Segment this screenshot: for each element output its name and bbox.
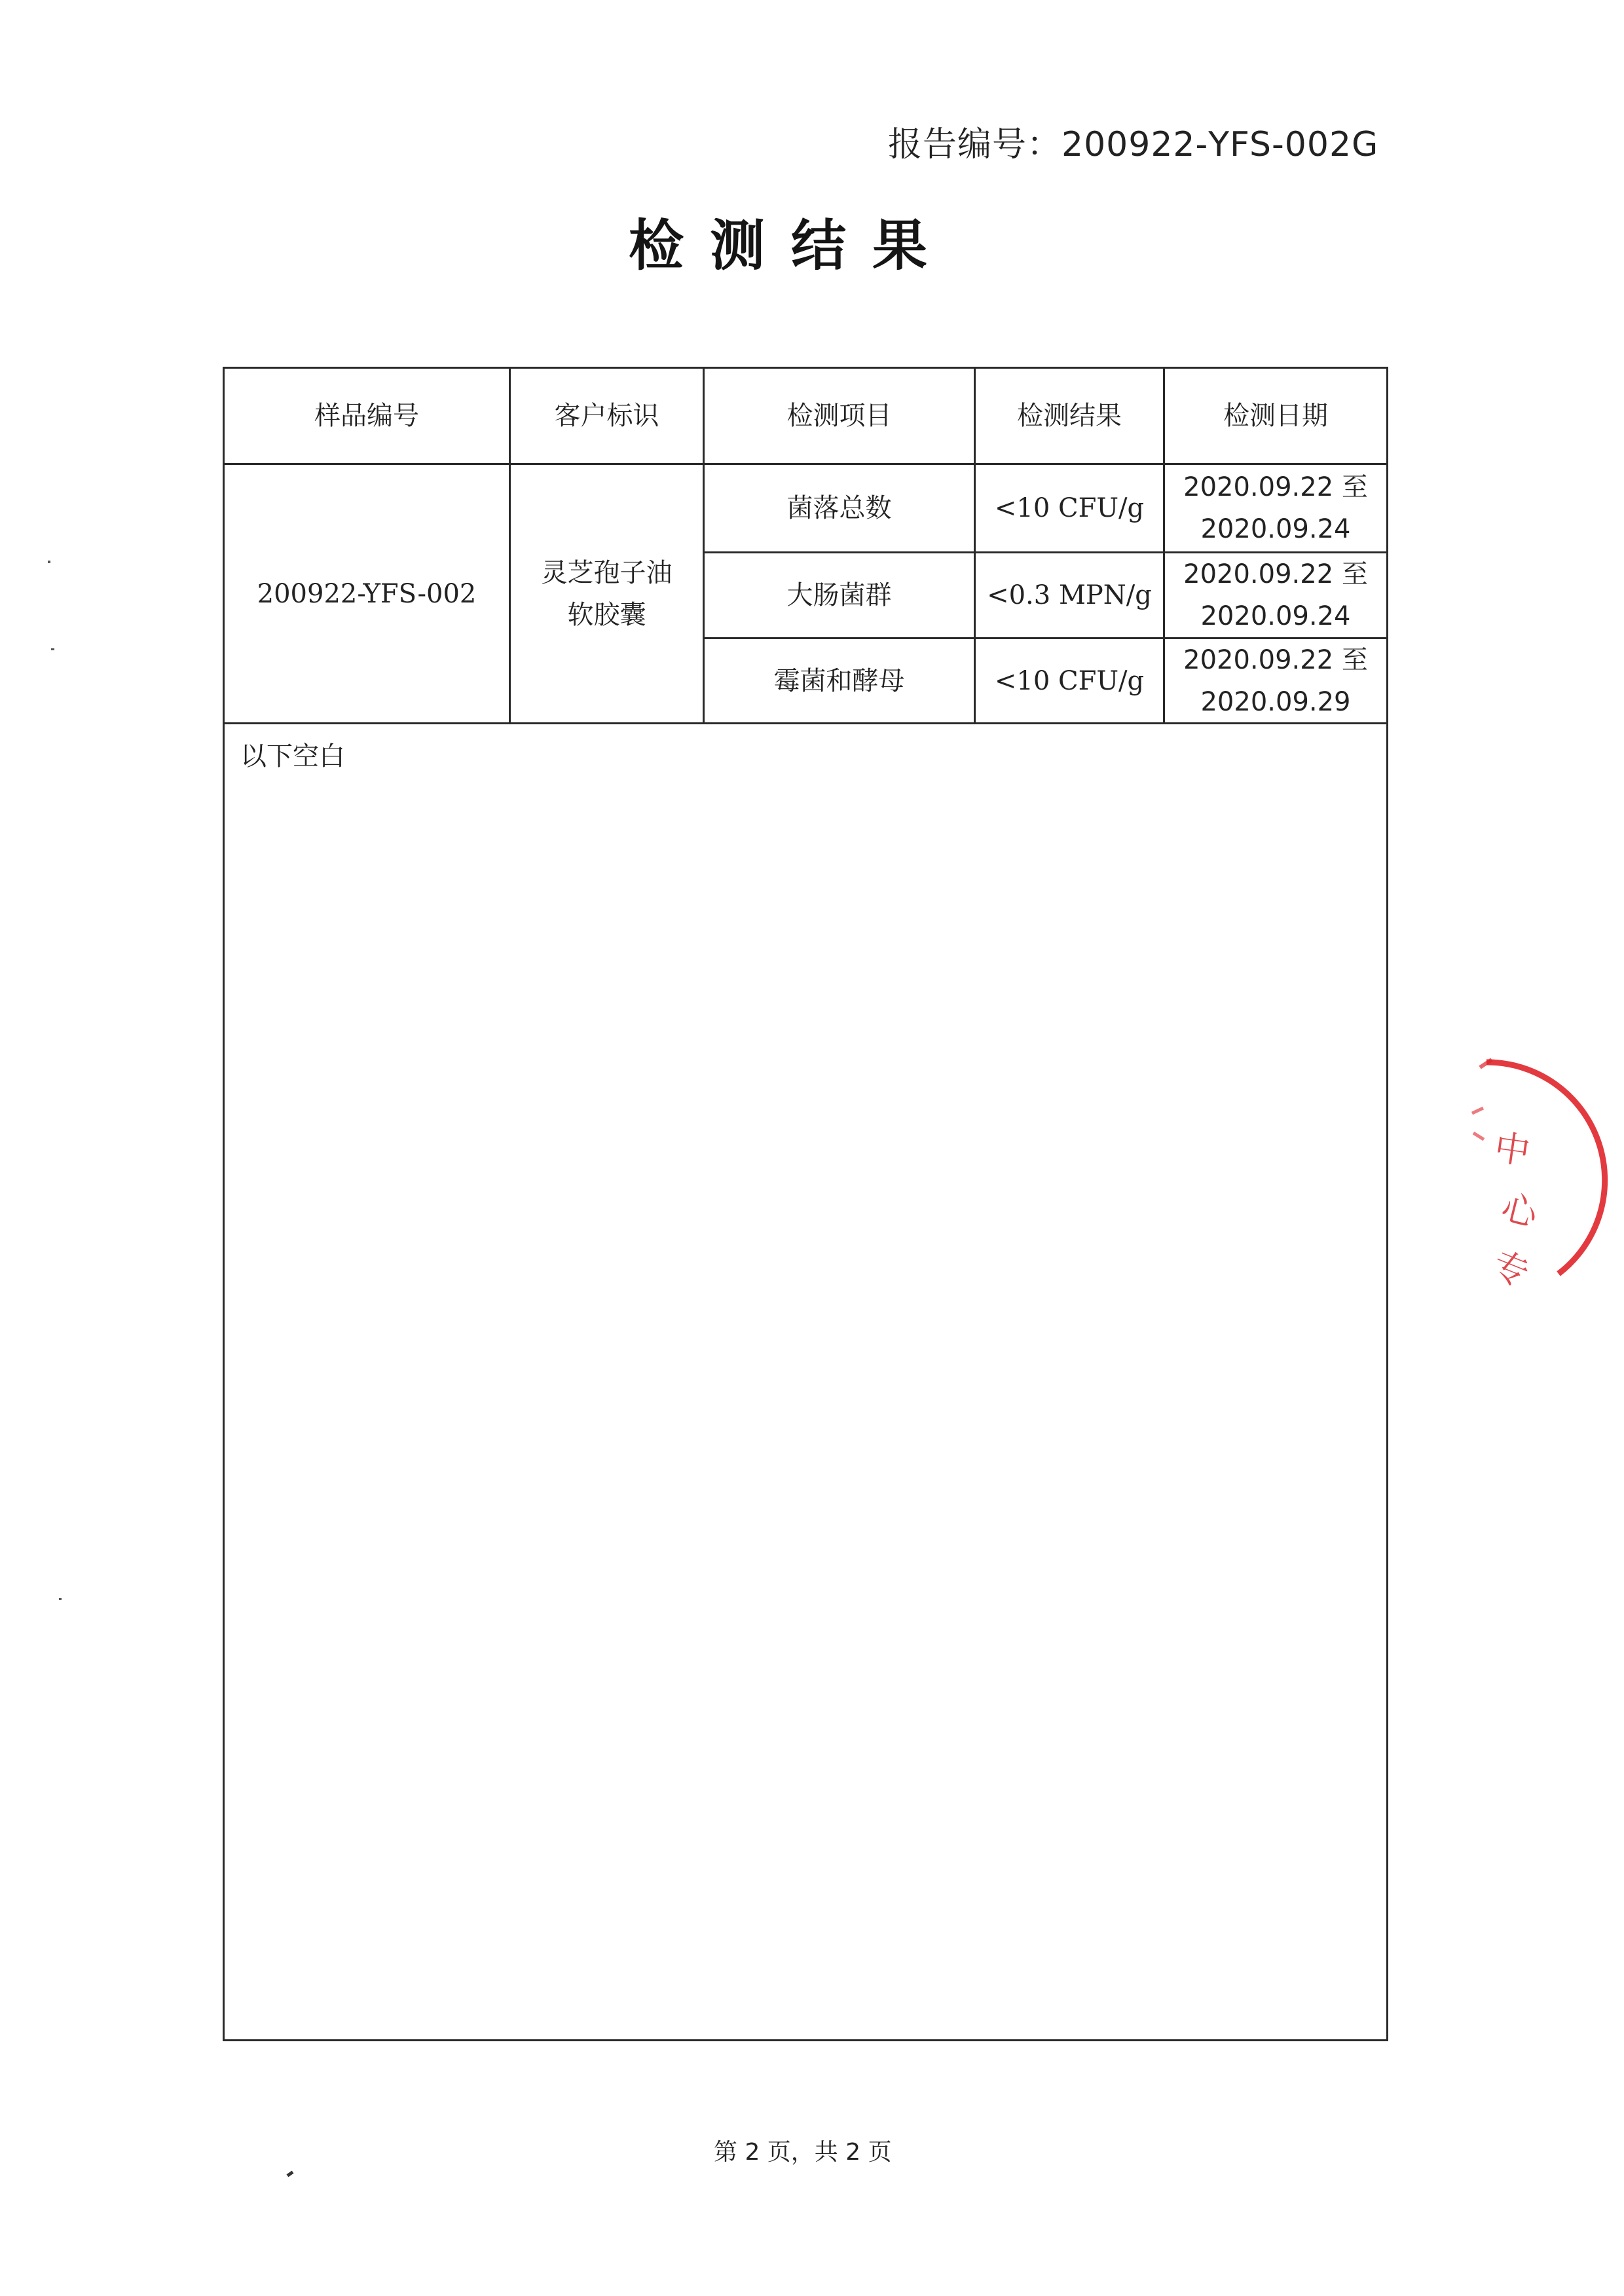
page-number: 第 2 页，共 2 页 [714,2139,892,2166]
test-date-start: 2020.09.22 至 [1183,472,1368,502]
report-number: 报告编号：200922-YFS-002G [888,125,1379,164]
test-date-start: 2020.09.22 至 [1183,559,1368,589]
test-date [1165,465,1386,551]
official-seal-stamp [1460,1048,1624,1310]
client-identifier [511,465,703,722]
blank-below-note: 以下空白 [240,741,345,771]
scan-speck [51,648,54,650]
svg-text:心: 心 [1497,1186,1542,1235]
client-identifier-line2: 软胶囊 [567,599,646,630]
column-header: 检测日期 [1223,401,1328,431]
column-header: 检测项目 [786,401,892,431]
test-result: <10 CFU/g [994,665,1145,696]
scan-speck [48,561,50,563]
scan-speck [59,1598,62,1600]
test-result: <0.3 MPN/g [987,580,1152,610]
column-header: 样品编号 [314,401,419,431]
test-item: 霉菌和酵母 [773,665,905,696]
document-title: 检测结果 [629,213,954,278]
svg-text:专: 专 [1486,1243,1535,1295]
test-item: 菌落总数 [786,493,892,523]
test-date-start: 2020.09.22 至 [1183,644,1368,675]
test-date [1165,553,1386,637]
test-date [1165,639,1386,722]
sample-number: 200922-YFS-002 [257,578,477,609]
column-header: 检测结果 [1017,401,1122,431]
test-result: <10 CFU/g [994,493,1145,523]
test-item: 大肠菌群 [786,580,892,610]
test-date-end: 2020.09.24 [1200,601,1351,631]
scan-speck [286,2171,293,2177]
results-table [223,367,1388,2041]
client-identifier-line1: 灵芝孢子油 [541,557,673,588]
test-date-end: 2020.09.29 [1200,686,1351,717]
column-header: 客户标识 [554,401,659,431]
svg-text:中: 中 [1492,1126,1533,1173]
test-date-end: 2020.09.24 [1200,514,1351,544]
